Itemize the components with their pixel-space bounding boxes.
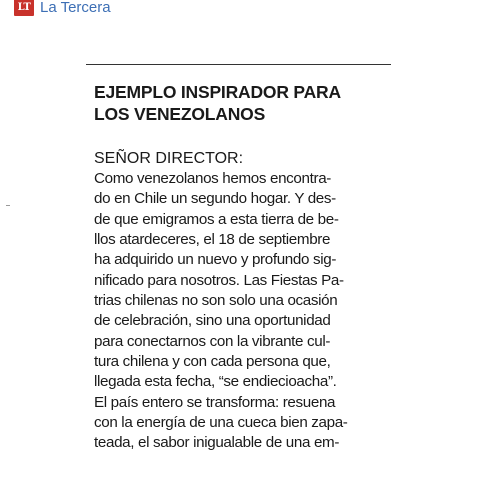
body-line: llos atardeceres, el 18 de septiembre [94,231,331,249]
headline-line: LOS VENEZOLANOS [94,104,266,124]
letter-salutation: SEÑOR DIRECTOR: [94,150,244,167]
body-line: teada, el sabor inigualable de una em- [94,434,340,452]
body-line: para conectarnos con la vibrante cul- [94,332,331,350]
source-header [14,0,111,17]
body-line: de celebración, sino una oportunidad [94,312,331,330]
body-line: de que emigramos a esta tierra de be- [94,210,339,228]
letter-body [94,169,386,454]
body-line: tura chilena y con cada persona que, [94,353,331,371]
body-line: Como venezolanos hemos encontra- [94,170,331,187]
la-tercera-logo-icon: LT [14,0,34,16]
newspaper-clipping [86,64,391,457]
letter-headline [94,81,386,125]
body-line: trias chilenas no son solo una ocasión [94,292,338,310]
margin-mark [6,205,10,206]
body-line: nificado para nosotros. Las Fiestas Pa- [94,271,344,289]
body-line: ha adquirido un nuevo y profundo sig- [94,251,337,269]
body-line: con la energía de una cueca bien zapa- [94,414,348,432]
body-line: El país entero se transforma: resuena [94,393,336,411]
body-line: do en Chile un segundo hogar. Y des- [94,190,336,208]
headline-line: EJEMPLO INSPIRADOR PARA [94,82,341,102]
source-name-link[interactable]: La Tercera [40,0,111,16]
body-line: llegada esta fecha, “se endiecioacha”. [94,373,337,391]
